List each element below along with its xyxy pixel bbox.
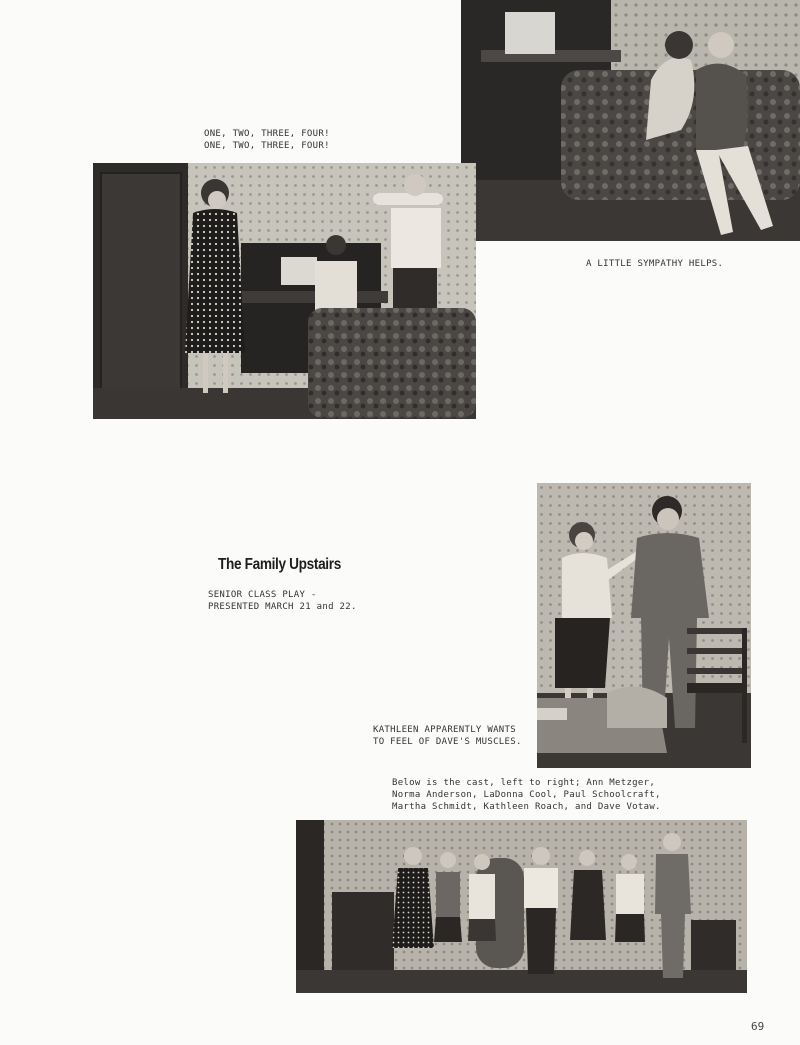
- cast-photo-image: [296, 820, 747, 993]
- muscles-caption: KATHLEEN APPARENTLY WANTS TO FEEL OF DAVE'S MUSCLES.: [373, 725, 522, 747]
- counting-caption: ONE, TWO, THREE, FOUR! ONE, TWO, THREE, FOUR!: [204, 129, 330, 151]
- muscles-photo: [537, 483, 751, 768]
- cast-caption: Below is the cast, left to right; Ann Metzger, Norma Anderson, LaDonna Cool, Paul Schoolcraft, Martha Schmidt, Kathleen Roach, and Dave Votaw.: [392, 778, 661, 812]
- sofa-photo-image: [461, 0, 800, 241]
- sympathy-caption: A LITTLE SYMPATHY HELPS.: [586, 259, 724, 269]
- page-subtitle: SENIOR CLASS PLAY - PRESENTED MARCH 21 and 22.: [208, 590, 357, 612]
- muscles-photo-image: [537, 483, 751, 768]
- piano-photo-image: [93, 163, 476, 419]
- cast-photo: [296, 820, 747, 993]
- piano-photo: [93, 163, 476, 419]
- sofa-photo: [461, 0, 800, 241]
- page-title: The Family Upstairs: [218, 556, 341, 573]
- page-number: 69: [751, 1020, 765, 1033]
